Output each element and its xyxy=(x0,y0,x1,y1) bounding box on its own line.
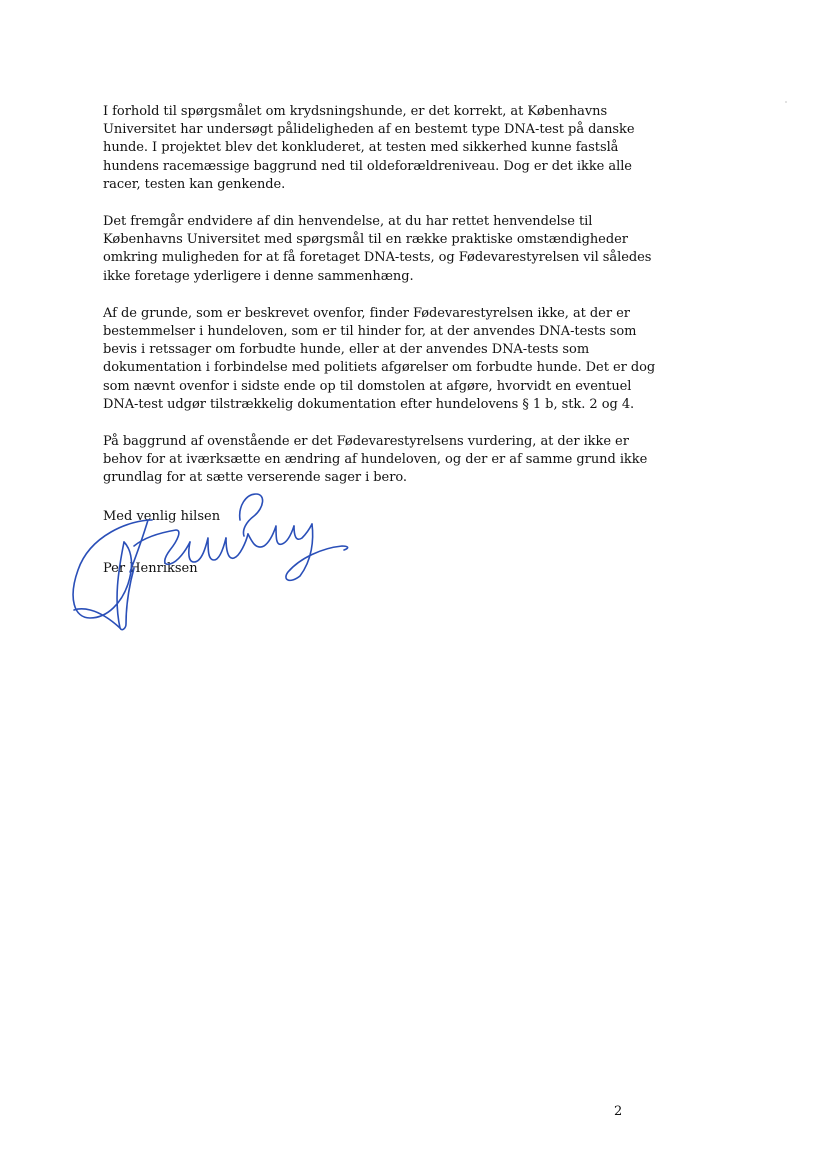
paragraph-university-inquiry xyxy=(103,213,652,286)
signer-name: Per Henriksen xyxy=(103,561,198,576)
text-line: Universitet har undersøgt pålideligheden af en bestemt type DNA-test på danske xyxy=(103,122,635,138)
text-line: hundens racemæssige baggrund ned til oldeforældreniveau. Dog er det ikke alle xyxy=(103,158,632,174)
margin-speck xyxy=(785,101,787,103)
paragraph-legal-assessment xyxy=(103,305,656,414)
text-line: På baggrund af ovenstående er det Fødevarestyrelsens vurdering, at der ikke er xyxy=(103,434,629,450)
text-line: Det fremgår endvidere af din henvendelse, at du har rettet henvendelse til xyxy=(103,214,593,230)
text-line: Københavns Universitet med spørgsmål til en række praktiske omstændigheder xyxy=(103,232,628,248)
text-line: omkring muligheden for at få foretaget DNA-tests, og Fødevarestyrelsen vil således xyxy=(103,250,652,266)
text-line: racer, testen kan genkende. xyxy=(103,176,286,192)
text-line: DNA-test udgør tilstrækkelig dokumentation efter hundelovens § 1 b, stk. 2 og 4. xyxy=(103,396,635,412)
closing-salutation: Med venlig hilsen xyxy=(103,509,221,524)
text-line: ikke foretage yderligere i denne sammenhæng. xyxy=(103,268,414,284)
text-line: behov for at iværksætte en ændring af hundeloven, og der er af samme grund ikke xyxy=(103,452,648,468)
text-line: dokumentation i forbindelse med politiets afgørelser om forbudte hunde. Det er dog xyxy=(103,360,656,376)
letter-body xyxy=(103,103,656,507)
text-line: I forhold til spørgsmålet om krydsningshunde, er det korrekt, at Københavns xyxy=(103,104,608,119)
text-line: som nævnt ovenfor i sidste ende op til domstolen at afgøre, hvorvidt en eventuel xyxy=(103,378,632,394)
text-line: Af de grunde, som er beskrevet ovenfor, finder Fødevarestyrelsen ikke, at der er xyxy=(103,305,630,321)
text-line: grundlag for at sætte verserende sager i bero. xyxy=(103,470,408,486)
paragraph-crossbreed-dogs xyxy=(103,103,643,194)
page-number: 2 xyxy=(614,1104,623,1119)
text-line: bestemmelser i hundeloven, som er til hinder for, at der anvendes DNA-tests som xyxy=(103,324,637,340)
text-line: hunde. I projektet blev det konkluderet, at testen med sikkerhed kunne fastslå xyxy=(103,140,619,156)
paragraph-conclusion xyxy=(103,433,648,488)
text-line: bevis i retssager om forbudte hunde, eller at der anvendes DNA-tests som xyxy=(103,342,590,358)
